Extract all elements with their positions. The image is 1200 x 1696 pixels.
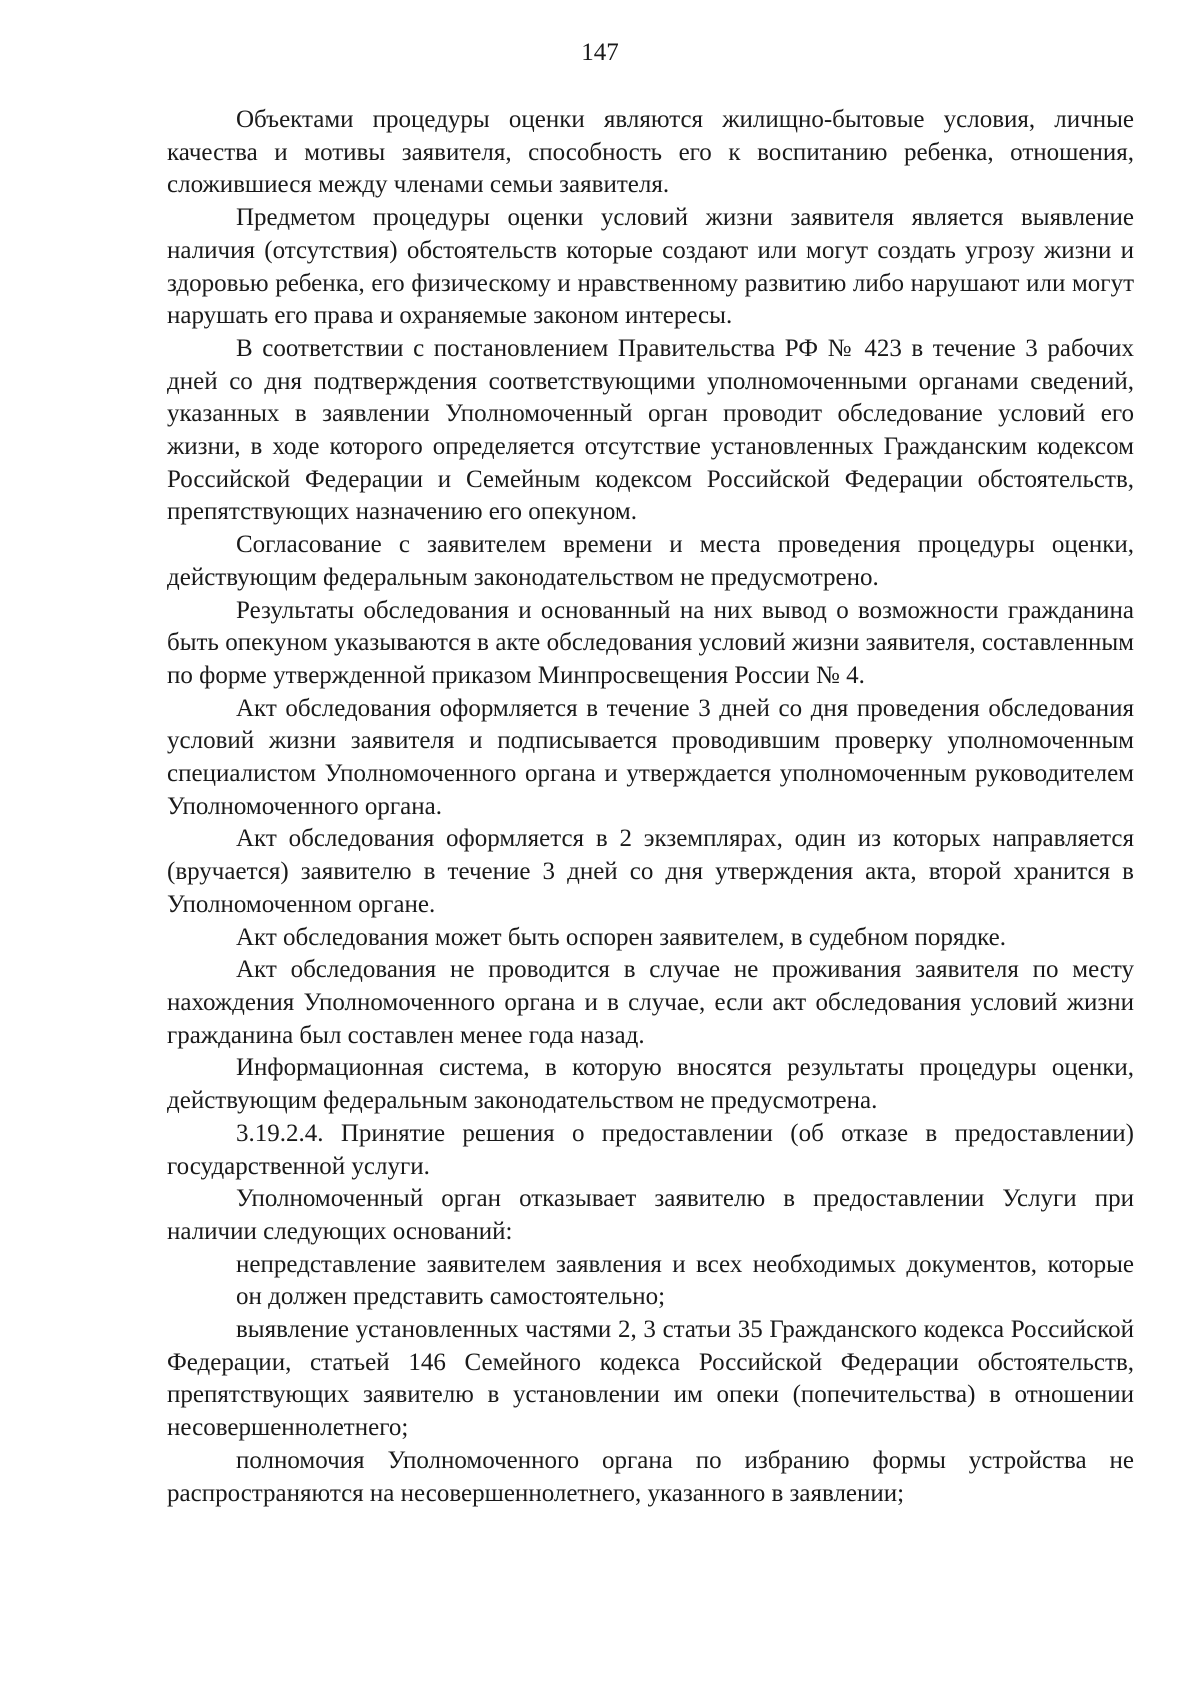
paragraph-refusal-grounds: Уполномоченный орган отказывает заявителю в предоставлении Услуги при наличии следующих оснований: [167,1185,1134,1245]
paragraph-information-system: Информационная система, в которую вносятся результаты процедуры оценки, действующим федеральным законодательством не предусмотрена. [167,1054,1134,1115]
paragraph-survey-act-execution: Акт обследования оформляется в течение 3 дней со дня проведения обследования условий жизни заявителя и подписывается проводившим проверку уполномоченным специалистом Уполномоченного органа и утверждается уполномоченным руководителем Уполномоченного органа. [167,694,1134,820]
paragraph-evaluation-subject: Предметом процедуры оценки условий жизни заявителя является выявление наличия (отсутствия) обстоятельств которые создают или могут создать угрозу жизни и здоровью ребенка, его физическому и нравственному развитию либо нарушают или могут нарушать его права и охраняемые законом интересы. [167,204,1134,330]
paragraph-survey-results: Результаты обследования и основанный на них вывод о возможности гражданина быть опекуном указываются в акте обследования условий жизни заявителя, составленным по форме утвержденной приказом Минпросвещения России № 4. [167,596,1134,689]
paragraph-survey-act-copies: Акт обследования оформляется в 2 экземплярах, один из которых направляется (вручается) заявителю в течение 3 дней со дня утверждения акта, второй хранится в Уполномоченном органе. [167,825,1134,918]
list-item-authority-scope: полномочия Уполномоченного органа по избранию формы устройства не распространяются на несовершеннолетнего, указанного в заявлении; [167,1446,1134,1507]
paragraph-survey-act-not-conducted: Акт обследования не проводится в случае не проживания заявителя по месту нахождения Уполномоченного органа и в случае, если акт обследования условий жизни гражданина был составлен менее года назад. [167,956,1134,1049]
paragraph-resolution-423: В соответствии с постановлением Правительства РФ № 423 в течение 3 рабочих дней со дня подтверждения соответствующими уполномоченными органами сведений, указанных в заявлении Уполномоченный орган проводит обследование условий его жизни, в ходе которого определяется отсутствие установленных Гражданским кодексом Российской Федерации и Семейным кодексом Российской Федерации обстоятельств, препятствующих назначению его опекуном. [167,334,1134,526]
paragraph-time-place-agreement: Согласование с заявителем времени и места проведения процедуры оценки, действующим федеральным законодательством не предусмотрено. [167,531,1134,591]
section-heading-3-19-2-4: 3.19.2.4. Принятие решения о предоставлении (об отказе в предоставлении) государственной услуги. [167,1119,1134,1180]
paragraph-survey-act-appeal: Акт обследования может быть оспорен заявителем, в судебном порядке. [236,923,1007,951]
page-number: 147 [581,39,619,66]
list-item-no-documents: непредставление заявителем заявления и всех необходимых документов, которые он должен представить самостоятельно; [236,1250,1134,1311]
list-item-obstacles: выявление установленных частями 2, 3 статьи 35 Гражданского кодекса Российской Федерации, статьей 146 Семейного кодекса Российской Федерации обстоятельств, препятствующих заявителю в установлении им опеки (попечительства) в отношении несовершеннолетнего; [167,1316,1134,1442]
document-body [167,104,1134,1510]
paragraph-evaluation-objects: Объектами процедуры оценки являются жилищно-бытовые условия, личные качества и мотивы заявителя, способность его к воспитанию ребенка, отношения, сложившиеся между членами семьи заявителя. [167,106,1134,199]
